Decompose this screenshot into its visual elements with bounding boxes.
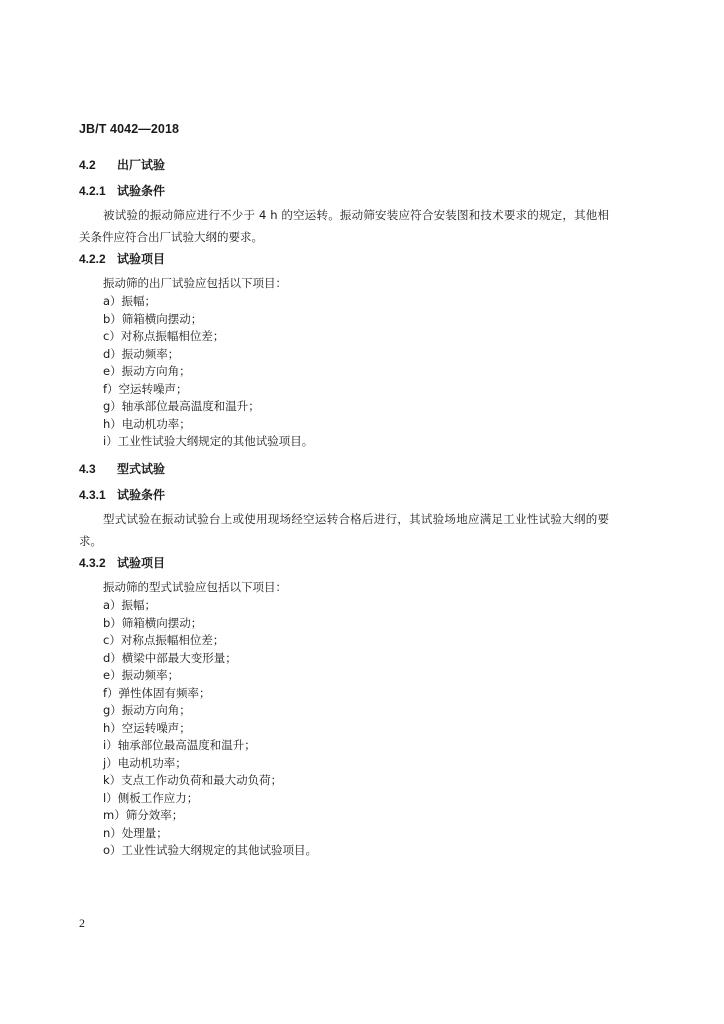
list-item: c）对称点振幅相位差； [103,633,225,647]
list-item: b）筛箱横向摆动； [103,616,203,630]
section-4-3-1-heading [79,486,165,503]
paragraph: 型式试验在振动试验台上或使用现场经空运转合格后进行，其试验场地应满足工业性试验大纲的要求。 [79,512,609,548]
list-item: h）电动机功率； [103,417,191,431]
section-title: 试验项目 [117,252,166,266]
list-item: d）横梁中部最大变形量； [103,651,237,665]
list-item: a）振幅； [103,598,157,612]
list-item: h）空运转噪声； [103,721,191,735]
list-item: j）电动机功率； [103,756,187,770]
section-number: 4.3.1 [79,488,106,502]
list-item: m）筛分效率； [103,808,184,822]
section-title: 试验项目 [117,556,166,570]
list-item: i）工业性试验大纲规定的其他试验项目。 [103,434,314,448]
list-item: f）空运转噪声； [103,382,188,396]
section-number: 4.2.1 [79,184,106,198]
section-title: 试验条件 [117,488,166,502]
section-title: 出厂试验 [117,158,166,172]
section-4-3-heading [79,460,165,477]
section-title: 型式试验 [117,462,166,476]
section-title: 试验条件 [117,184,166,198]
section-number: 4.2 [79,158,96,172]
standard-header: JB/T 4042—2018 [79,122,180,136]
list-item: f）弹性体固有频率； [103,686,211,700]
list-item: e）振动方向角； [103,364,191,378]
list-item: b）筛箱横向摆动； [103,312,203,326]
section-number: 4.3.2 [79,556,106,570]
section-4-2-heading [79,156,165,173]
list-item: a）振幅； [103,294,157,308]
section-4-3-2-heading [79,554,165,571]
paragraph: 振动筛的型式试验应包括以下项目： [103,580,287,594]
list-item: g）振动方向角； [103,703,191,717]
list-item: l）侧板工作应力； [103,791,199,805]
section-number: 4.3 [79,462,96,476]
list-item: d）振动频率； [103,347,180,361]
list-item: e）振动频率； [103,668,180,682]
paragraph: 被试验的振动筛应进行不少于 4 h 的空运转。振动筛安装应符合安装图和技术要求的规定，其他相关条件应符合出厂试验大纲的要求。 [79,208,609,244]
paragraph: 振动筛的出厂试验应包括以下项目： [103,276,287,290]
list-item: g）轴承部位最高温度和温升； [103,399,260,413]
list-item: o）工业性试验大纲规定的其他试验项目。 [103,843,318,857]
section-4-2-2-heading [79,250,165,267]
page-number: 2 [79,916,85,930]
list-item: n）处理量； [103,826,168,840]
list-item: k）支点工作动负荷和最大动负荷； [103,773,283,787]
section-number: 4.2.2 [79,252,106,266]
list-item: i）轴承部位最高温度和温升； [103,738,256,752]
list-item: c）对称点振幅相位差； [103,329,225,343]
section-4-2-1-heading [79,182,165,199]
